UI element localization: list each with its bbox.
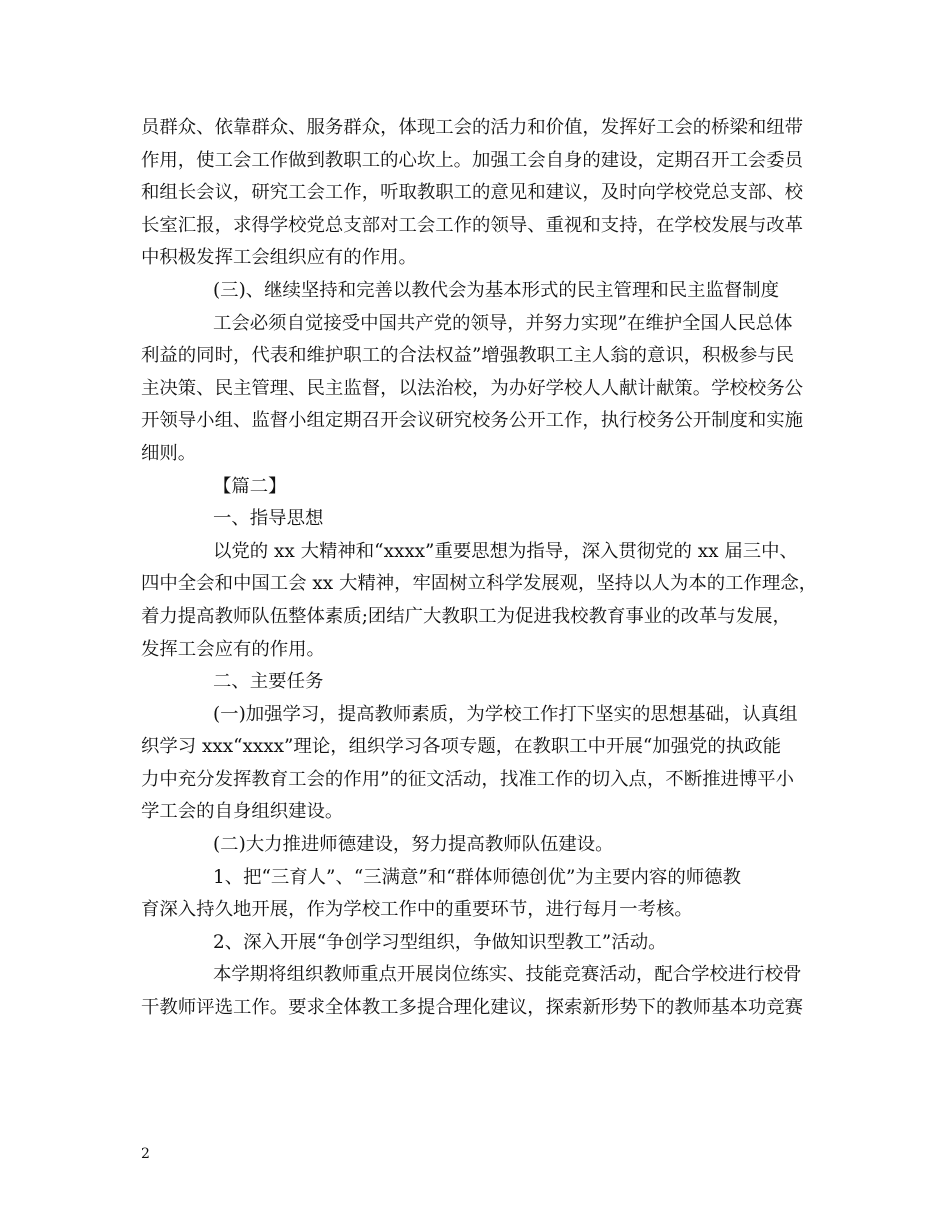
- text-line: 四中全会和中国工会 xx 大精神，牢固树立科学发展观，坚持以人为本的工作理念，: [141, 573, 818, 595]
- text-line: 和组长会议，研究工会工作，听取教职工的意见和建议，及时向学校党总支部、校: [141, 182, 804, 204]
- text-line: 工会必须自觉接受中国共产党的领导，并努力实现”在维护全国人民总体: [213, 312, 793, 334]
- text-line: 织学习 xxx“xxxx”理论，组织学习各项专题，在教职工中开展“加强党的执政能: [141, 736, 781, 758]
- section-heading: 二、主要任务: [213, 671, 324, 693]
- text-line: 育深入持久地开展，作为学校工作中的重要环节，进行每月一考核。: [141, 899, 693, 921]
- text-line: 员群众、依靠群众、服务群众，体现工会的活力和价值，发挥好工会的桥梁和纽带: [141, 117, 804, 138]
- document-body: [141, 112, 818, 1025]
- text-line: 发挥工会应有的作用。: [141, 638, 325, 660]
- text-line: 干教师评选工作。要求全体教工多提合理化建议，探索新形势下的教师基本功竞赛: [141, 997, 804, 1019]
- text-line: 力中充分发挥教育工会的作用”的征文活动，找准工作的切入点，不断推进博平小: [141, 768, 795, 790]
- text-line: 着力提高教师队伍整体素质;团结广大教职工为促进我校教育事业的改革与发展，: [141, 605, 791, 627]
- text-line: 2、深入开展“争创学习型组织，争做知识型教工”活动。: [213, 931, 667, 953]
- text-line: 细则。: [141, 442, 197, 464]
- section-heading: 一、指导思想: [213, 508, 324, 530]
- text-line: (一)加强学习，提高教师素质，为学校工作打下坚实的思想基础，认真组: [213, 703, 798, 725]
- section-heading: (三)、继续坚持和完善以教代会为基本形式的民主管理和民主监督制度: [213, 279, 780, 301]
- text-line: 以党的 xx 大精神和“xxxx”重要思想为指导，深入贯彻党的 xx 届三中、: [213, 540, 798, 562]
- text-line: 学工会的自身组织建设。: [141, 801, 344, 823]
- text-line: 开领导小组、监督小组定期召开会议研究校务公开工作，执行校务公开制度和实施: [141, 410, 804, 432]
- section-heading: (二)大力推进师德建设，努力提高教师队伍建设。: [213, 834, 614, 856]
- text-line: 1、把“三育人”、“三满意”和“群体师德创优”为主要内容的师德教: [213, 866, 741, 888]
- text-line: 利益的同时，代表和维护职工的合法权益”增强教职工主人翁的意识，积极参与民: [141, 345, 795, 367]
- text-line: 长室汇报，求得学校党总支部对工会工作的领导、重视和支持，在学校发展与改革: [141, 214, 804, 236]
- part-heading: 【篇二】: [213, 475, 287, 497]
- text-line: 本学期将组织教师重点开展岗位练实、技能竞赛活动，配合学校进行校骨: [213, 964, 802, 986]
- page-number: 2: [141, 1146, 150, 1162]
- text-line: 主决策、民主管理、民主监督，以法治校，为办好学校人人献计献策。学校校务公: [141, 377, 804, 399]
- text-line: 中积极发挥工会组织应有的作用。: [141, 247, 417, 269]
- text-line: 作用，使工会工作做到教职工的心坎上。加强工会自身的建设，定期召开工会委员: [141, 149, 804, 171]
